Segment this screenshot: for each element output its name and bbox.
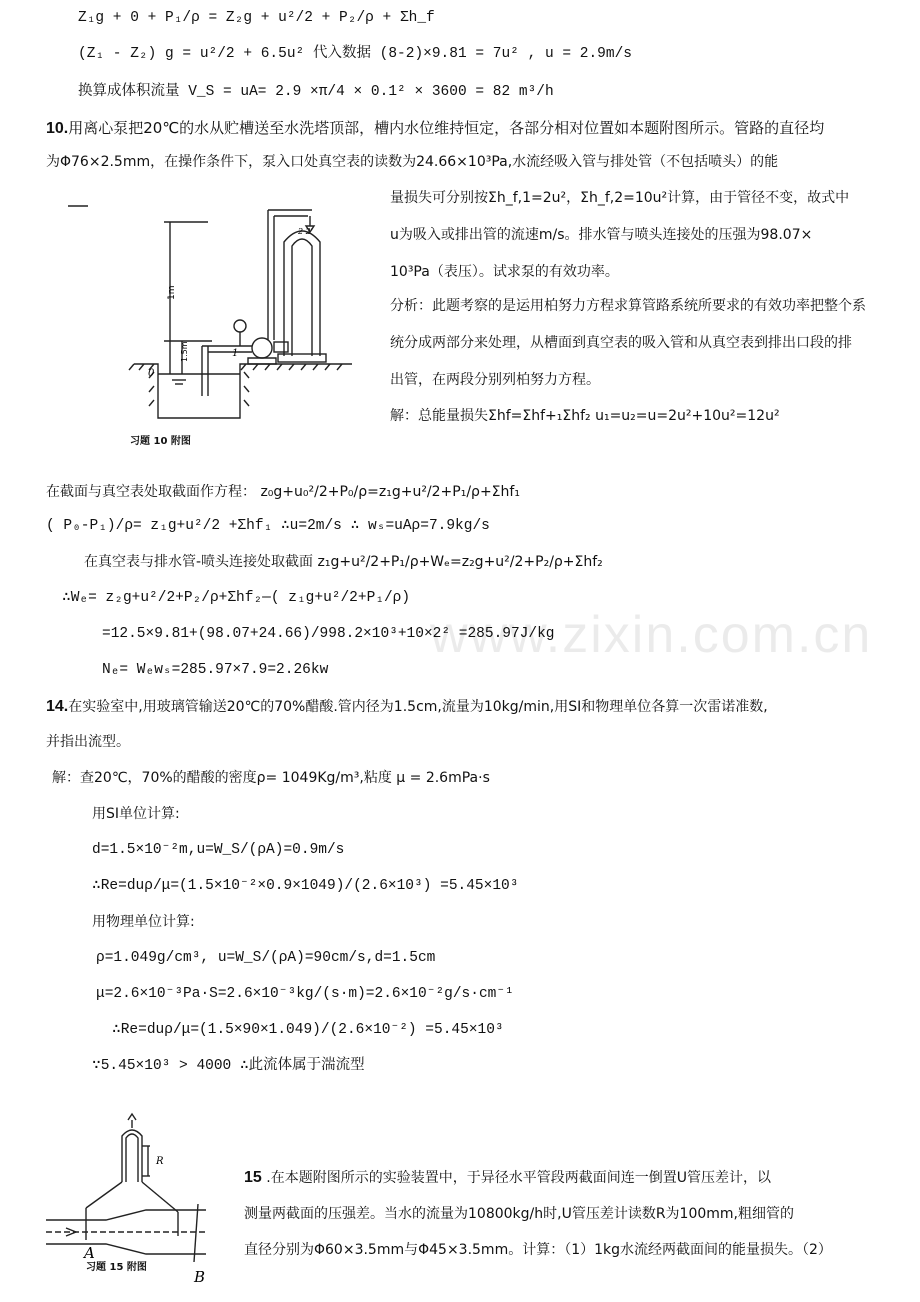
problem-text: 量损失可分别按Σh_f,1=2u²，Σh_f,2=10u²计算，由于管径不变，故式中	[390, 190, 850, 206]
problem-text: 并指出流型。	[46, 734, 130, 750]
equation-line: 换算成体积流量 V_S = uA= 2.9 ×π/4 × 0.1² × 3600 = 82 m³/h	[78, 84, 554, 100]
problem-text: u为吸入或排出管的流速m/s。排水管与喷头连接处的压强为98.07×	[390, 227, 813, 243]
problem-text: 为Φ76×2.5mm，在操作条件下，泵入口处真空表的读数为24.66×10³Pa,水流经吸入管与排处管（不包括喷头）的能	[46, 154, 779, 170]
section-label: A	[84, 1244, 95, 1262]
dimension-label: R	[156, 1156, 164, 1167]
problem-text: 用离心泵把20℃的水从贮槽送至水洗塔顶部，槽内水位维持恒定，各部分相对位置如本题附图所示。管路的直径均	[68, 119, 825, 137]
solution-line: 解：查20℃，70%的醋酸的密度ρ= 1049Kg/m³,粘度 μ = 2.6mPa·s	[52, 770, 490, 786]
analysis-text: 出管，在两段分别列柏努力方程。	[390, 372, 600, 388]
figure-10-pump-system	[62, 196, 362, 456]
solution-line: ∵5.45×10³ > 4000 ∴此流体属于湍流型	[92, 1058, 365, 1074]
watermark-text: www.zixin.com.cn	[430, 606, 873, 664]
section-label: 2 2'	[298, 227, 313, 236]
solution-line: ∴Wₑ= z₂g+u²/2+P₂/ρ+Σhf₂—( z₁g+u²/2+P₁/ρ)	[62, 590, 411, 606]
solution-line: 解：总能量损失Σhf=Σhf+₁Σhf₂ u₁=u₂=u=2u²+10u²=12u²	[390, 408, 780, 424]
solution-line: Nₑ= Wₑwₛ=285.97×7.9=2.26kw	[102, 662, 329, 678]
dimension-label: 1m	[167, 285, 177, 300]
figure-caption: 习题 15 附图	[86, 1262, 147, 1273]
solution-line: 用SI单位计算:	[92, 806, 180, 822]
problem-14-intro	[46, 697, 768, 717]
analysis-text: 分析：此题考察的是运用柏努力方程求算管路系统所要求的有效功率把整个系	[390, 298, 866, 314]
problem-10-intro	[46, 118, 824, 139]
problem-15-intro	[244, 1168, 771, 1188]
analysis-text: 统分成两部分来处理，从槽面到真空表的吸入管和从真空表到排出口段的排	[390, 335, 852, 351]
problem-text: 直径分别为Φ60×3.5mm与Φ45×3.5mm。计算：（1）1kg水流经两截面间的能量损失。（2）	[244, 1242, 832, 1258]
solution-line: ∴Re=duρ/μ=(1.5×90×1.049)/(2.6×10⁻²) =5.45×10³	[112, 1022, 504, 1038]
problem-text: 10³Pa（表压）。试求泵的有效功率。	[390, 264, 619, 280]
problem-number: 14.	[46, 698, 69, 715]
problem-text: .在本题附图所示的实验装置中，于异径水平管段两截面间连一倒置U管压差计，以	[266, 1170, 771, 1186]
figure-caption: 习题 10 附图	[130, 436, 191, 447]
solution-line: d=1.5×10⁻²m,u=W_S/(ρA)=0.9m/s	[92, 842, 345, 858]
problem-text: 测量两截面的压强差。当水的流量为10800kg/h时,U管压差计读数R为100mm,粗细管的	[244, 1206, 794, 1222]
problem-number: 15	[244, 1169, 262, 1186]
solution-line: μ=2.6×10⁻³Pa·S=2.6×10⁻³kg/(s·m)=2.6×10⁻²g/s·cm⁻¹	[96, 986, 514, 1002]
equation-line: (Z₁ - Z₂) g = u²/2 + 6.5u² 代入数据 (8-2)×9.81 = 7u² , u = 2.9m/s	[78, 46, 632, 62]
equation-line: Z₁g + 0 + P₁/ρ = Z₂g + u²/2 + P₂/ρ + Σh_f	[78, 10, 435, 26]
solution-line: 在截面与真空表处取截面作方程： z₀g+u₀²/2+P₀/ρ=z₁g+u²/2+P₁/ρ+Σhf₁	[46, 484, 520, 500]
solution-line: 用物理单位计算:	[92, 914, 195, 930]
dimension-label: 1.5m	[180, 341, 189, 362]
solution-line: ∴Re=duρ/μ=(1.5×10⁻²×0.9×1049)/(2.6×10³) =5.45×10³	[92, 878, 519, 894]
problem-number: 10.	[46, 120, 69, 137]
problem-text: 在实验室中,用玻璃管输送20℃的70%醋酸.管内径为1.5cm,流量为10kg/min,用SI和物理单位各算一次雷诺准数,	[68, 699, 768, 715]
section-label: 1	[232, 348, 239, 359]
solution-line: ρ=1.049g/cm³, u=W_S/(ρA)=90cm/s,d=1.5cm	[96, 950, 436, 966]
solution-line: 在真空表与排水管-喷头连接处取截面 z₁g+u²/2+P₁/ρ+Wₑ=z₂g+u²/2+P₂/ρ+Σhf₂	[84, 554, 603, 570]
solution-line: ( P₀-P₁)/ρ= z₁g+u²/2 +Σhf₁ ∴u=2m/s ∴ wₛ=uAρ=7.9kg/s	[46, 518, 490, 534]
section-label: B	[194, 1268, 206, 1286]
section-label: 0	[148, 368, 155, 379]
solution-line: =12.5×9.81+(98.07+24.66)/998.2×10³+10×2² =285.97J/kg	[102, 626, 555, 642]
